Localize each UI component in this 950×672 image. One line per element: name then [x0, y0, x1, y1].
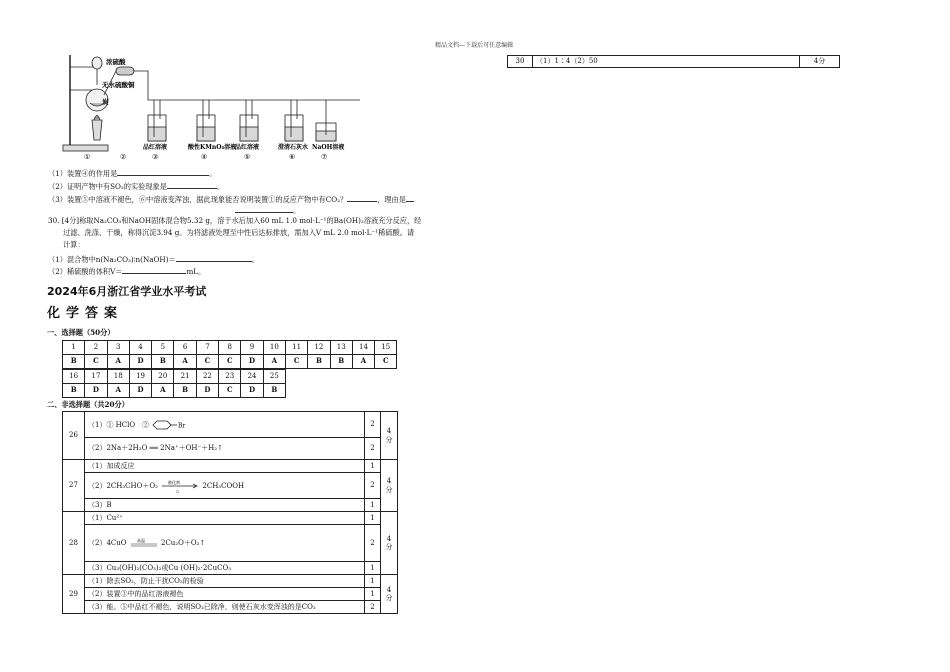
mc-table-2: [62, 369, 286, 398]
q27-r2-score: 2: [365, 473, 381, 499]
q27-r2: [85, 473, 365, 499]
blank: [176, 254, 252, 262]
mc-answer: B: [330, 355, 352, 369]
q30-sub2-unit: mL。: [186, 267, 206, 276]
cond-bottom: △: [176, 487, 180, 493]
q29-ans-r3-score: 2: [365, 601, 381, 614]
reaction-arrow-icon: [160, 479, 200, 493]
mc-row1-numbers: [63, 341, 397, 355]
mc-answer: D: [85, 384, 107, 398]
q26-r1: [85, 412, 365, 438]
q26-r2: （2）2Na＋2H₂O ══ 2Na⁺＋OH⁻＋H₂↑: [85, 438, 365, 460]
q28-r3: （3）Cu₃(OH)₂(CO₃)₂或Cu (OH)₂·2CuCO₃: [85, 562, 365, 575]
q28-total: 4分: [381, 512, 398, 575]
table-row: [63, 601, 398, 614]
label-conc-acid: 浓硫酸: [106, 58, 126, 66]
benzene-ring-icon: [151, 420, 191, 430]
q29-line3-text: （3）装置⑤中溶液不褪色，⑥中溶液变浑浊，据此现象能否说明装置①的反应产物中有CO₂？: [48, 195, 348, 204]
apparatus-svg: [60, 45, 360, 163]
section-2-title: 二、非选择题（共20分）: [47, 400, 129, 409]
q30-score: 4分: [800, 56, 840, 68]
label-b4: 酸性KMnO₄溶液: [188, 144, 237, 151]
mc-answer: B: [174, 384, 196, 398]
mc-question-number: 21: [174, 370, 196, 384]
label-b5: 品红溶液: [235, 144, 260, 151]
q29-ans-r2: （2）装置③中的品红溶液褪色: [85, 588, 365, 601]
mc-answer: B: [152, 355, 174, 369]
num-7: ⑦: [321, 153, 328, 161]
table-row: [63, 412, 398, 438]
q27-r1-score: 1: [365, 460, 381, 473]
mc-answer: D: [196, 384, 218, 398]
table-row: [63, 525, 398, 562]
q30-sub1: （1）混合物中n(Na₂CO₃)∶n(NaOH)＝ 。: [48, 255, 259, 264]
q29-line2-text: （2）证明产物中有SO₂的实验现象是: [48, 182, 167, 191]
mc-table-1: [62, 340, 397, 369]
section-1-title: 一、选择题（50分）: [47, 328, 115, 337]
mc-question-number: 22: [196, 370, 218, 384]
q30-sub2-text: （2）稀硫酸的体积V＝: [48, 267, 123, 276]
table-row: [63, 588, 398, 601]
mc-question-number: 23: [219, 370, 241, 384]
q27-r3-score: 1: [365, 499, 381, 512]
mc-question-number: 20: [152, 370, 174, 384]
q28-r3-score: 1: [365, 562, 381, 575]
blank: [235, 205, 293, 213]
mc-answer: C: [375, 355, 397, 369]
q29-ans-r2-score: 1: [365, 588, 381, 601]
mc-question-number: 24: [241, 370, 263, 384]
label-carbon: 炭: [102, 98, 109, 106]
mc-answer: A: [263, 355, 285, 369]
q26-r1-score: 2: [365, 412, 381, 438]
blank: [406, 194, 414, 202]
q30-answer-table: [507, 55, 840, 68]
q26-r1-text: （1）① HClO ②: [88, 420, 150, 429]
q27-r2-right: 2CH₃COOH: [202, 481, 245, 490]
q27-total: 4分: [381, 460, 398, 512]
mc-question-number: 9: [241, 341, 263, 355]
q30-sub1-text: （1）混合物中n(Na₂CO₃)∶n(NaOH)＝: [48, 255, 176, 264]
mc-question-number: 1: [63, 341, 85, 355]
q29-ans-num: 29: [63, 575, 85, 614]
q29-line3b-text: ，理由是: [377, 195, 406, 204]
q29-ans-total: 4分: [381, 575, 398, 614]
table-row: [63, 460, 398, 473]
apparatus-diagram: [60, 45, 360, 163]
mc-question-number: 12: [308, 341, 330, 355]
mc-answer: D: [129, 355, 151, 369]
num-4: ④: [201, 153, 208, 161]
mc-answer: C: [285, 355, 307, 369]
label-b7: NaOH溶液: [312, 144, 345, 151]
num-3: ③: [152, 153, 159, 161]
q28-r2-score: 2: [365, 525, 381, 562]
mc-question-number: 17: [85, 370, 107, 384]
mc-answer: C: [219, 384, 241, 398]
mc-answer: C: [219, 355, 241, 369]
q29-line1-text: （1）装置④的作用是: [48, 169, 118, 178]
label-b6: 澄清石灰水: [278, 144, 309, 151]
mc-answer: A: [107, 355, 129, 369]
q30-sub2: [48, 266, 205, 277]
mc-question-number: 7: [196, 341, 218, 355]
bromo-label: Br: [178, 422, 186, 429]
mc-answer: B: [63, 384, 85, 398]
mc-row1-answers: [63, 355, 397, 369]
mc-question-number: 13: [330, 341, 352, 355]
blank: [347, 194, 377, 202]
blank: [117, 168, 209, 176]
mc-row2-answers: [63, 384, 286, 398]
mc-question-number: 6: [174, 341, 196, 355]
mc-question-number: 18: [107, 370, 129, 384]
mc-question-number: 15: [375, 341, 397, 355]
q30-line3: 计算：: [63, 240, 85, 249]
q27-r3: （3）B: [85, 499, 365, 512]
mc-answer: C: [85, 355, 107, 369]
table-row: [63, 562, 398, 575]
table-row: [63, 438, 398, 460]
q27-r2-left: （2）2CH₃CHO＋O₂: [88, 481, 158, 490]
mc-question-number: 2: [85, 341, 107, 355]
blank: [167, 181, 217, 189]
mc-answer: A: [352, 355, 374, 369]
q28-r1-score: 1: [365, 512, 381, 525]
header-note: 精品文档---下载后可任意编辑: [435, 42, 514, 49]
q29-ans-r1: （1）除去SO₂，防止干扰CO₂的检验: [85, 575, 365, 588]
heat-equals-icon: [129, 537, 159, 549]
q26-r2-score: 2: [365, 438, 381, 460]
mc-answer: A: [152, 384, 174, 398]
q28-r2-right: 2Cu₂O＋O₂↑: [160, 539, 206, 547]
mc-question-number: 25: [263, 370, 285, 384]
label-cuso4: 无水硫酸铜: [102, 81, 135, 89]
cond-top: 高温: [136, 538, 145, 543]
q29-line3: [48, 194, 414, 205]
mc-answer: A: [107, 384, 129, 398]
mc-question-number: 14: [352, 341, 374, 355]
mc-answer: D: [241, 355, 263, 369]
mc-question-number: 8: [219, 341, 241, 355]
num-5: ⑤: [244, 153, 251, 161]
mc-question-number: 3: [107, 341, 129, 355]
mc-question-number: 4: [129, 341, 151, 355]
q29-ans-r1-score: 1: [365, 575, 381, 588]
num-6: ⑥: [289, 153, 296, 161]
q28-r2: [85, 525, 365, 562]
table-row: [63, 512, 398, 525]
mc-answer: B: [263, 384, 285, 398]
q29-line2: （2）证明产物中有SO₂的实验现象是 。: [48, 182, 225, 191]
num-2: ②: [120, 153, 127, 161]
table-row: [63, 575, 398, 588]
mc-row2-numbers: [63, 370, 286, 384]
mc-answer: B: [63, 355, 85, 369]
mc-answer: D: [129, 384, 151, 398]
mc-question-number: 19: [129, 370, 151, 384]
blank: [122, 266, 186, 274]
nonchoice-answer-table: [62, 411, 398, 614]
mc-question-number: 10: [263, 341, 285, 355]
q30-line1: 30. [4分]称取Na₂CO₃和NaOH固体混合物5.32 g，溶于水后加入60 mL 1.0 mol·L⁻¹的Ba(OH)₂溶液充分反应，经: [48, 216, 422, 225]
exam-title: 2024年6月浙江省学业水平考试: [47, 285, 207, 298]
q28-num: 28: [63, 512, 85, 575]
mc-answer: A: [174, 355, 196, 369]
mc-question-number: 16: [63, 370, 85, 384]
label-b3: 品红溶液: [143, 144, 168, 151]
q26-num: 26: [63, 412, 85, 460]
mc-question-number: 11: [285, 341, 307, 355]
q28-r2-left: （2）4CuO: [88, 539, 127, 547]
q27-num: 27: [63, 460, 85, 512]
answer-title: 化学答案: [47, 306, 124, 321]
cond-top: 催化剂: [168, 479, 181, 485]
q27-r1: （1）加成反应: [85, 460, 365, 473]
q28-r1: （1）Cu²⁺: [85, 512, 365, 525]
q29-line3-continuation: 。: [235, 205, 300, 216]
mc-answer: C: [196, 355, 218, 369]
q29-line1: （1）装置④的作用是 。: [48, 169, 217, 178]
table-row: [63, 473, 398, 499]
num-1: ①: [84, 153, 91, 161]
mc-answer: B: [308, 355, 330, 369]
q30-answer: （1）1∶4（2）50: [533, 56, 800, 68]
mc-question-number: 5: [152, 341, 174, 355]
q30-line2: 过滤、洗涤、干燥，称得沉淀3.94 g。为将滤液处理至中性后达标排放，需加入V mL 2.0 mol·L⁻¹稀硫酸。请: [63, 228, 415, 237]
q26-total: 4分: [381, 412, 398, 460]
q29-ans-r3: （3）能。⑤中品红不褪色，说明SO₂已除净，则使石灰水变浑浊的是CO₂: [85, 601, 365, 614]
mc-answer: D: [241, 384, 263, 398]
table-row: [63, 499, 398, 512]
q30-num: 30: [508, 56, 533, 68]
